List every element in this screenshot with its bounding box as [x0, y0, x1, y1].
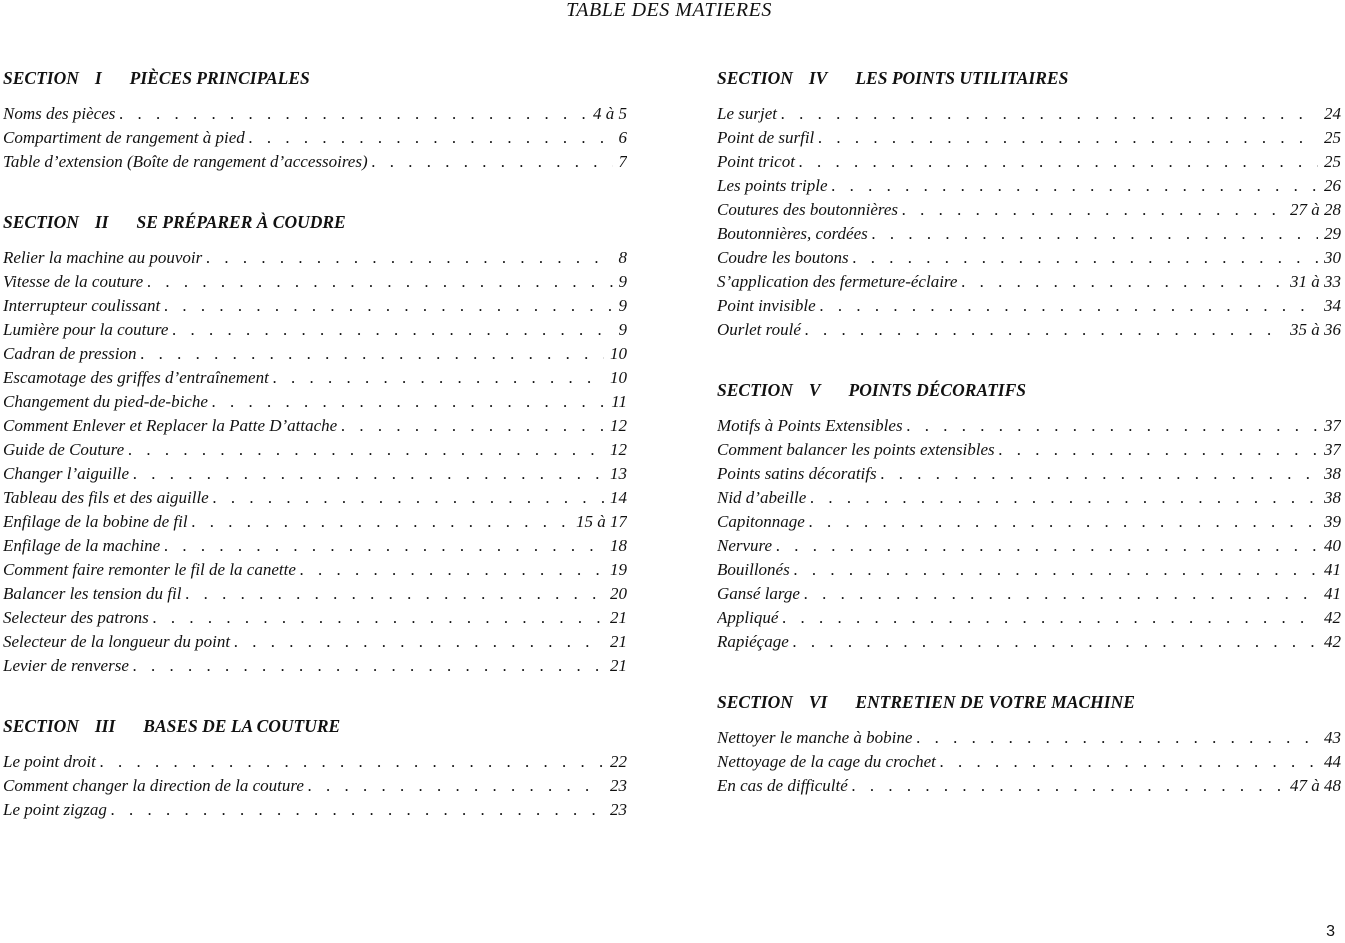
section-gap [717, 342, 1341, 378]
entry-label: Selecteur des patrons [3, 608, 149, 627]
toc-entry [717, 582, 1341, 606]
entry-page: 44 [1324, 752, 1341, 771]
entry-label: Nid d’abeille [717, 488, 807, 507]
toc-entry [717, 318, 1341, 342]
entry-page: 10 [610, 344, 627, 363]
dot-leader [916, 726, 1318, 750]
section-word: SECTION [3, 68, 79, 88]
entry-page: 22 [610, 752, 627, 771]
entry-label: Changer l’aiguille [3, 464, 130, 483]
section-number: V [808, 380, 821, 400]
entry-label: Nettoyage de la cage du crochet [717, 752, 936, 771]
entry-label: Nervure [717, 536, 773, 555]
entry-label: Comment balancer les points extensibles [717, 440, 995, 459]
toc-entry [717, 102, 1341, 126]
dot-leader [119, 102, 587, 126]
entry-page: 25 [1324, 128, 1341, 147]
entry-page: 24 [1324, 104, 1341, 123]
section-word: SECTION [717, 380, 793, 400]
dot-leader [133, 654, 604, 678]
section-number: III [94, 716, 116, 736]
dot-leader [881, 462, 1318, 486]
entry-label: Selecteur de la longueur du point [3, 632, 231, 651]
dot-leader [164, 294, 612, 318]
dot-leader [300, 558, 604, 582]
entry-page: 7 [618, 152, 627, 171]
section-title: POINTS DÉCORATIFS [848, 380, 1027, 400]
entry-page: 10 [610, 368, 627, 387]
toc-entry [717, 414, 1341, 438]
dot-leader [818, 126, 1318, 150]
entry-page: 37 [1324, 440, 1341, 459]
entry-label: Le point droit [3, 752, 96, 771]
dot-leader [212, 390, 605, 414]
dot-leader [192, 510, 570, 534]
dot-leader [141, 342, 605, 366]
entry-label: Comment Enlever et Replacer la Patte D’attache [3, 416, 338, 435]
entry-page: 18 [610, 536, 627, 555]
dot-leader [185, 582, 604, 606]
entry-page: 15 à 17 [576, 512, 627, 531]
dot-leader [902, 198, 1284, 222]
entry-label: Point de surfil [717, 128, 815, 147]
section-heading [717, 378, 1341, 402]
toc-section [3, 210, 627, 678]
entry-page: 38 [1324, 488, 1341, 507]
entry-page: 14 [610, 488, 627, 507]
toc-entry [717, 126, 1341, 150]
entry-label: Balancer les tension du fil [3, 584, 182, 603]
dot-leader [832, 174, 1318, 198]
toc-entry [717, 198, 1341, 222]
entry-page: 37 [1324, 416, 1341, 435]
toc-entry [717, 774, 1341, 798]
toc-entry [717, 246, 1341, 270]
toc-entry [717, 438, 1341, 462]
entry-page: 19 [610, 560, 627, 579]
entry-page: 31 à 33 [1290, 272, 1341, 291]
section-number: VI [808, 692, 828, 712]
dot-leader [872, 222, 1318, 246]
toc-entry [3, 534, 627, 558]
section-number: IV [808, 68, 828, 88]
toc-entry [3, 654, 627, 678]
toc-entry [717, 606, 1341, 630]
section-gap [717, 654, 1341, 690]
entry-page: 40 [1324, 536, 1341, 555]
entry-page: 38 [1324, 464, 1341, 483]
entry-label: Rapiéçage [717, 632, 789, 651]
section-gap [3, 174, 627, 210]
toc-entry [3, 318, 627, 342]
dot-leader [781, 102, 1318, 126]
entry-label: Le surjet [717, 104, 777, 123]
entry-page: 9 [618, 272, 627, 291]
toc-entry [3, 438, 627, 462]
entry-page: 27 à 28 [1290, 200, 1341, 219]
dot-leader [804, 582, 1318, 606]
entry-page: 35 à 36 [1290, 320, 1341, 339]
entry-page: 34 [1324, 296, 1341, 315]
toc-entry [3, 750, 627, 774]
entry-label: Coudre les boutons [717, 248, 849, 267]
entry-page: 26 [1324, 176, 1341, 195]
dot-leader [111, 798, 604, 822]
dot-leader [234, 630, 604, 654]
entry-label: Cadran de pression [3, 344, 137, 363]
entry-label: En cas de difficulté [717, 776, 848, 795]
dot-leader [147, 270, 612, 294]
entry-label: Boutonnières, cordées [717, 224, 868, 243]
entry-label: Capitonnage [717, 512, 805, 531]
toc-section [717, 378, 1341, 654]
toc-entry [717, 750, 1341, 774]
toc-entry [3, 582, 627, 606]
entry-label: Compartiment de rangement à pied [3, 128, 245, 147]
toc-entry [3, 366, 627, 390]
entry-label: Ourlet roulé [717, 320, 801, 339]
entry-page: 13 [610, 464, 627, 483]
entry-label: Levier de renverse [3, 656, 129, 675]
dot-leader [133, 462, 604, 486]
entry-page: 43 [1324, 728, 1341, 747]
section-heading [717, 690, 1341, 714]
toc-entry [3, 126, 627, 150]
left-column [3, 66, 627, 822]
entry-page: 23 [610, 776, 627, 795]
entry-label: Appliqué [717, 608, 779, 627]
dot-leader [961, 270, 1284, 294]
entry-page: 29 [1324, 224, 1341, 243]
dot-leader [907, 414, 1318, 438]
entry-label: Le point zigzag [3, 800, 107, 819]
toc-entry [3, 462, 627, 486]
toc-entry [717, 270, 1341, 294]
section-heading [3, 66, 627, 90]
dot-leader [999, 438, 1318, 462]
toc-section [717, 690, 1341, 798]
entry-label: Tableau des fils et des aiguille [3, 488, 209, 507]
dot-leader [793, 630, 1318, 654]
entry-label: S’application des fermeture-éclaire [717, 272, 958, 291]
entry-label: Points satins décoratifs [717, 464, 877, 483]
entry-page: 21 [610, 632, 627, 651]
toc-entry [717, 294, 1341, 318]
dot-leader [206, 246, 612, 270]
dot-leader [853, 246, 1318, 270]
entry-page: 42 [1324, 608, 1341, 627]
entry-page: 47 à 48 [1290, 776, 1341, 795]
section-title: LES POINTS UTILITAIRES [855, 68, 1069, 88]
page-number: 3 [1326, 923, 1335, 940]
toc-entry [3, 342, 627, 366]
dot-leader [810, 486, 1318, 510]
dot-leader [852, 774, 1284, 798]
entry-label: Relier la machine au pouvoir [3, 248, 203, 267]
dot-leader [372, 150, 613, 174]
toc-entry [717, 510, 1341, 534]
toc-entry [3, 270, 627, 294]
entry-label: Changement du pied-de-biche [3, 392, 208, 411]
section-word: SECTION [717, 68, 793, 88]
section-word: SECTION [3, 716, 79, 736]
toc-entry [717, 726, 1341, 750]
dot-leader [805, 318, 1284, 342]
entry-page: 4 à 5 [593, 104, 627, 123]
entry-label: Coutures des boutonnières [717, 200, 899, 219]
page-title: TABLE DES MATIERES [566, 0, 772, 21]
toc-section [3, 714, 627, 822]
entry-label: Point invisible [717, 296, 816, 315]
toc-entry [3, 606, 627, 630]
entry-page: 6 [618, 128, 627, 147]
dot-leader [164, 534, 604, 558]
toc-section [3, 66, 627, 174]
entry-page: 8 [618, 248, 627, 267]
toc-entry [717, 558, 1341, 582]
entry-label: Comment faire remonter le fil de la canette [3, 560, 296, 579]
entry-page: 41 [1324, 584, 1341, 603]
toc-entry [3, 630, 627, 654]
section-title: ENTRETIEN DE VOTRE MACHINE [855, 692, 1135, 712]
dot-leader [820, 294, 1318, 318]
dot-leader [249, 126, 613, 150]
entry-page: 12 [610, 416, 627, 435]
toc-entry [3, 390, 627, 414]
entry-label: Point tricot [717, 152, 795, 171]
section-heading [717, 66, 1341, 90]
dot-leader [776, 534, 1318, 558]
section-gap [3, 678, 627, 714]
toc-entry [717, 222, 1341, 246]
toc-entry [717, 630, 1341, 654]
entry-label: Escamotage des griffes d’entraînement [3, 368, 269, 387]
entry-label: Comment changer la direction de la couture [3, 776, 304, 795]
toc-entry [3, 798, 627, 822]
entry-page: 41 [1324, 560, 1341, 579]
dot-leader [273, 366, 604, 390]
entry-label: Motifs à Points Extensibles [717, 416, 903, 435]
entry-label: Table d’extension (Boîte de rangement d’accessoires) [3, 152, 368, 171]
section-word: SECTION [717, 692, 793, 712]
entry-page: 25 [1324, 152, 1341, 171]
entry-page: 30 [1324, 248, 1341, 267]
section-number: I [94, 68, 102, 88]
entry-label: Enfilage de la bobine de fil [3, 512, 188, 531]
dot-leader [940, 750, 1318, 774]
entry-label: Lumière pour la couture [3, 320, 169, 339]
dot-leader [782, 606, 1318, 630]
entry-page: 20 [610, 584, 627, 603]
entry-page: 9 [618, 296, 627, 315]
dot-leader [341, 414, 604, 438]
toc-entry [3, 246, 627, 270]
toc-entry [3, 414, 627, 438]
section-heading [3, 714, 627, 738]
entry-label: Vitesse de la couture [3, 272, 144, 291]
section-title: BASES DE LA COUTURE [143, 716, 341, 736]
entry-label: Les points triple [717, 176, 828, 195]
dot-leader [213, 486, 604, 510]
entry-label: Gansé large [717, 584, 800, 603]
toc-entry [717, 486, 1341, 510]
section-heading [3, 210, 627, 234]
section-title: SE PRÉPARER À COUDRE [136, 212, 346, 232]
dot-leader [308, 774, 604, 798]
entry-page: 23 [610, 800, 627, 819]
toc-entry [717, 462, 1341, 486]
toc-entry [717, 174, 1341, 198]
toc-entry [3, 510, 627, 534]
entry-page: 21 [610, 656, 627, 675]
entry-label: Interrupteur coulissant [3, 296, 161, 315]
dot-leader [100, 750, 604, 774]
dot-leader [172, 318, 612, 342]
section-number: II [94, 212, 109, 232]
toc-section [717, 66, 1341, 342]
section-title: PIÈCES PRINCIPALES [129, 68, 310, 88]
entry-label: Noms des pièces [3, 104, 116, 123]
toc-entry [717, 534, 1341, 558]
dot-leader [794, 558, 1318, 582]
entry-page: 42 [1324, 632, 1341, 651]
right-column [717, 66, 1341, 798]
dot-leader [128, 438, 604, 462]
toc-entry [3, 102, 627, 126]
dot-leader [153, 606, 604, 630]
entry-page: 11 [611, 392, 627, 411]
entry-page: 21 [610, 608, 627, 627]
entry-page: 12 [610, 440, 627, 459]
dot-leader [799, 150, 1318, 174]
toc-entry [3, 558, 627, 582]
toc-entry [3, 150, 627, 174]
entry-label: Bouillonés [717, 560, 790, 579]
entry-page: 39 [1324, 512, 1341, 531]
entry-label: Guide de Couture [3, 440, 125, 459]
dot-leader [809, 510, 1318, 534]
entry-page: 9 [618, 320, 627, 339]
toc-entry [3, 774, 627, 798]
entry-label: Nettoyer le manche à bobine [717, 728, 913, 747]
toc-entry [3, 486, 627, 510]
entry-label: Enfilage de la machine [3, 536, 161, 555]
toc-entry [3, 294, 627, 318]
section-word: SECTION [3, 212, 79, 232]
toc-entry [717, 150, 1341, 174]
